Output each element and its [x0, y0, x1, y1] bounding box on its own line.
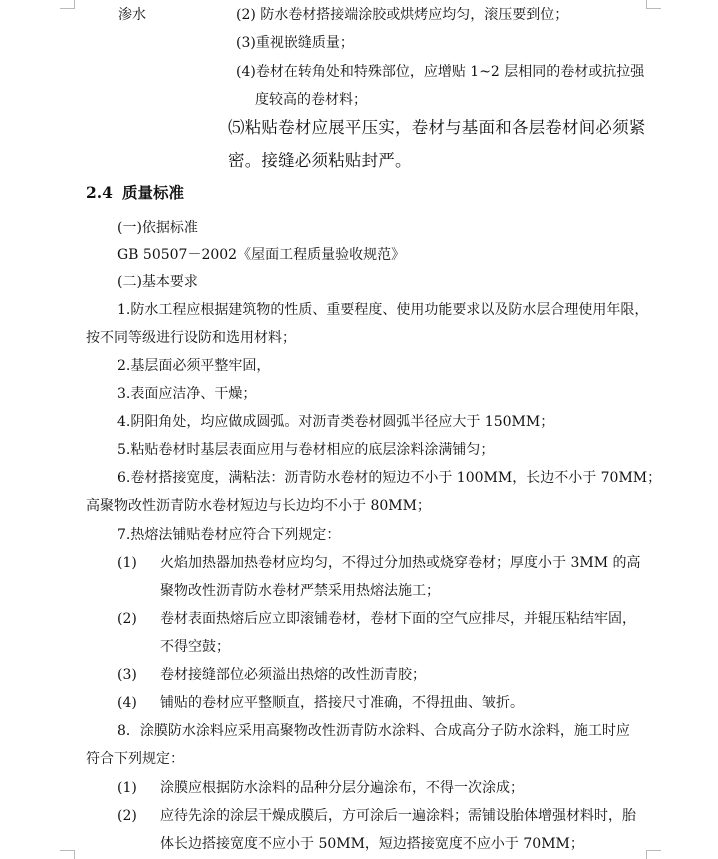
- requirement-paragraph: 6.卷材搭接宽度，满粘法：沥青防水卷材的短边不小于 100MM，长边不小于 70MM；: [117, 470, 662, 486]
- list-item-text: 不得空鼓；: [160, 639, 230, 655]
- list-item-text: 卷材表面热熔后应立即滚铺卷材，卷材下面的空气应排尽，并辊压粘结牢固，: [160, 611, 636, 627]
- measure-item-continuation: 度较高的卷材料；: [255, 92, 367, 108]
- page-corner-mark: [60, 0, 75, 9]
- list-item-number: (2): [117, 611, 137, 627]
- row-label: 渗水: [118, 7, 146, 23]
- requirement-paragraph: 5.粘贴卷材时基层表面应用与卷材相应的底层涂料涂满铺匀；: [117, 442, 495, 458]
- list-item-text: 卷材接缝部位必须溢出热熔的改性沥青胶；: [160, 667, 426, 683]
- requirement-paragraph: 4.阴阳角处，均应做成圆弧。对沥青类卷材圆弧半径应大于 150MM；: [117, 414, 555, 430]
- list-item-text: 聚物改性沥青防水卷材严禁采用热熔法施工；: [160, 583, 440, 599]
- measure-item-continuation: 密。接缝必须粘贴封严。: [228, 151, 412, 170]
- list-item-text: 涂膜应根据防水涂料的品种分层分遍涂布，不得一次涂成；: [160, 780, 524, 796]
- section-title: 质量标准: [122, 183, 185, 202]
- subheading: (二)基本要求: [117, 274, 198, 290]
- list-item-number: (1): [117, 780, 137, 796]
- page-corner-mark: [646, 850, 661, 859]
- measure-item: (2) 防水卷材搭接端涂胶或烘烤应均匀，滚压要到位；: [236, 7, 569, 23]
- requirement-paragraph-continuation: 高聚物改性沥青防水卷材短边与长边均不小于 80MM；: [86, 498, 431, 514]
- list-item-number: (1): [117, 555, 137, 571]
- measure-item: (3)重视嵌缝质量；: [236, 35, 354, 51]
- requirement-paragraph-continuation: 按不同等级进行设防和选用材料；: [86, 330, 296, 346]
- requirement-paragraph: 7.热熔法铺贴卷材应符合下列规定：: [117, 527, 341, 543]
- list-item-text: 铺贴的卷材应平整顺直，搭接尺寸准确，不得扭曲、皱折。: [160, 695, 524, 711]
- standard-reference: GB 50507－2002《屋面工程质量验收规范》: [117, 247, 406, 263]
- list-item-number: (3): [117, 667, 137, 683]
- requirement-paragraph: 2.基层面必须平整牢固，: [117, 358, 271, 374]
- subheading: (一)依据标准: [117, 220, 198, 236]
- list-item-number: (2): [117, 808, 137, 824]
- list-item-text: 体长边搭接宽度不应小于 50MM，短边搭接宽度不应小于 70MM；: [160, 836, 584, 852]
- requirement-paragraph-continuation: 符合下列规定：: [86, 751, 184, 767]
- list-item-text: 应待先涂的涂层干燥成膜后，方可涂后一遍涂料；需铺设胎体增强材料时，胎: [160, 808, 636, 824]
- page-corner-mark: [646, 0, 661, 9]
- list-item-number: (4): [117, 695, 137, 711]
- requirement-paragraph: 3.表面应洁净、干燥；: [117, 386, 257, 402]
- list-item-text: 火焰加热器加热卷材应均匀，不得过分加热或烧穿卷材；厚度小于 3MM 的高: [160, 555, 641, 571]
- measure-item: (4)卷材在转角处和特殊部位，应增贴 1~2 层相同的卷材或抗拉强: [236, 64, 645, 80]
- measure-item: ⑸粘贴卷材应展平压实，卷材与基面和各层卷材间必须紧: [228, 118, 646, 137]
- requirement-paragraph: 8．涂膜防水涂料应采用高聚物改性沥青防水涂料、合成高分子防水涂料，施工时应: [117, 723, 630, 739]
- section-heading: [86, 184, 184, 202]
- page-corner-mark: [60, 850, 75, 859]
- requirement-paragraph: 1.防水工程应根据建筑物的性质、重要程度、使用功能要求以及防水层合理使用年限，: [117, 302, 649, 318]
- section-number: 2.4: [86, 183, 113, 202]
